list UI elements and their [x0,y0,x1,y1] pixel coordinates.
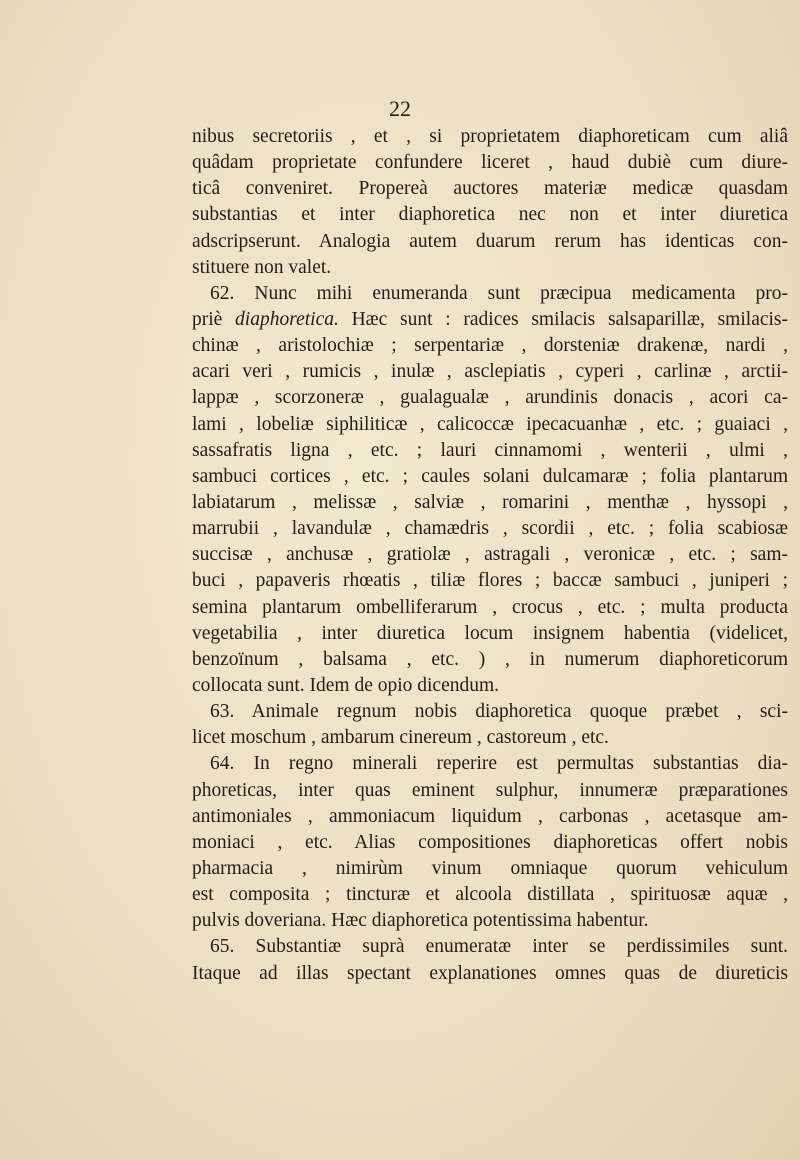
text-line: 65. Substantiæ suprà enumeratæ inter se perdissimiles sunt. [210,936,788,958]
page-number: 22 [389,96,411,121]
text-line: licet moschum , ambarum cinereum , castoreum , etc. [192,727,609,749]
text-line: est composita ; tincturæ et alcoola distillata , spirituosæ aquæ , [192,884,788,906]
text-line: labiatarum , melissæ , salviæ , romarini , menthæ , hyssopi , [192,491,788,513]
text-line: phoreticas, inter quas eminent sulphur, innumeræ præparationes [192,779,788,801]
text-line: acari veri , rumicis , inulæ , asclepiatis , cyperi , carlinæ , arctii- [192,361,788,383]
text-fragment: Hæc sunt : radices smilacis salsaparillæ, smilacis- [351,308,788,330]
text-line: pharmacia , nimirùm vinum omniaque quorum vehiculum [192,857,788,879]
text-line: 64. In regno minerali reperire est permultas substantias dia- [210,753,788,775]
text-line: succisæ , anchusæ , gratiolæ , astragali , veronicæ , etc. ; sam- [192,544,788,566]
text-line: nibus secretoriis , et , si proprietatem diaphoreticam cum aliâ [192,126,788,147]
text-line-with-italic [192,307,788,333]
text-fragment: priè [192,308,223,330]
body-text [192,124,788,987]
text-line: benzoïnum , balsama , etc. ) , in numerum diaphoreticorum [192,648,788,670]
text-line: lami , lobeliæ siphiliticæ , calicoccæ ipecacuanhæ , etc. ; guaiaci , [192,413,788,435]
text-line: ticâ conveniret. Propereà auctores materiæ medicæ quasdam [192,178,788,200]
paragraph-64-start [192,751,788,777]
text-line: sambuci cortices , etc. ; caules solani dulcamaræ ; folia plantarum [192,465,788,487]
text-line: substantias et inter diaphoretica nec non et inter diuretica [192,204,788,226]
text-line: collocata sunt. Idem de opio dicendum. [192,674,500,696]
paragraph-63-start [192,699,788,725]
paragraph-65-start [192,934,788,960]
italic-term: diaphoretica. [235,308,339,330]
text-line: vegetabilia , inter diuretica locum insignem habentia (videlicet, [192,622,788,644]
text-line: stituere non valet. [192,256,332,278]
text-line: buci , papaveris rhœatis , tiliæ flores ; baccæ sambuci , juniperi ; [192,570,788,592]
text-line: Itaque ad illas spectant explanationes omnes quas de diureticis [192,962,788,984]
text-line: sassafratis ligna , etc. ; lauri cinnamomi , wenterii , ulmi , [192,439,788,461]
text-line: 63. Animale regnum nobis diaphoretica quoque præbet , sci- [210,701,788,723]
text-line: moniaci , etc. Alias compositiones diaphoreticas offert nobis [192,831,788,853]
paragraph-62-start [192,281,788,307]
text-line: marrubii , lavandulæ , chamædris , scordii , etc. ; folia scabiosæ [192,518,788,540]
text-line: semina plantarum ombelliferarum , crocus , etc. ; multa producta [192,596,788,618]
text-line: quâdam proprietate confundere liceret , haud dubiè cum diure- [192,152,788,174]
text-line: adscripserunt. Analogia autem duarum rerum has identicas con- [192,230,788,252]
text-line: lappæ , scorzoneræ , gualagualæ , arundinis donacis , acori ca- [192,387,788,409]
text-line: antimoniales , ammoniacum liquidum , carbonas , acetasque am- [192,805,788,827]
text-line: chinæ , aristolochiæ ; serpentariæ , dorsteniæ drakenæ, nardi , [192,335,788,357]
text-line: 62. Nunc mihi enumeranda sunt præcipua medicamenta pro- [210,282,788,304]
text-line: pulvis doveriana. Hæc diaphoretica potentissima habentur. [192,910,649,932]
